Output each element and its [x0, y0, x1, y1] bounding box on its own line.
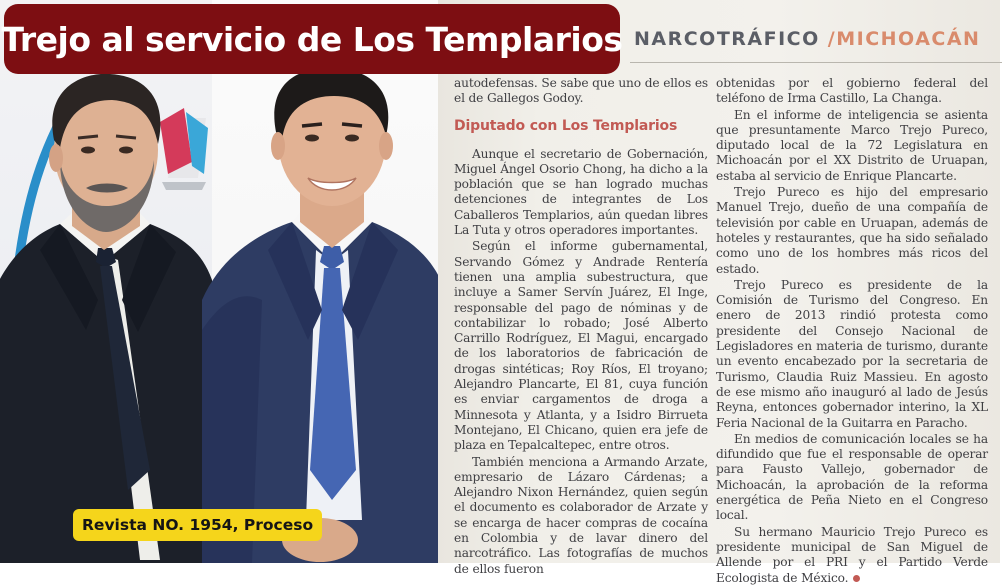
section-label: NARCOTRÁFICO	[634, 28, 820, 50]
region-label: MICHOACÁN	[836, 28, 981, 50]
headline-text: Trejo al servicio de Los Templarios	[1, 19, 623, 59]
paragraph: En medios de comunicación locales se ha difundido que fue el responsable de operar para Fausto Vallejo, gobernador de Michoacán, la aprobación de la reforma energética de Peña Nieto en el Congreso local.	[716, 431, 988, 523]
article-end-dot-icon	[853, 575, 860, 582]
man-portrait-right	[212, 0, 438, 563]
article-subhead: Diputado con Los Templarios	[454, 117, 678, 134]
header-rule	[630, 62, 1002, 63]
paragraph: obtenidas por el gobierno federal del teléfono de Irma Castillo, La Changa.	[716, 76, 988, 106]
paragraph: Trejo Pureco es hijo del empresario Manuel Trejo, dueño de una compañía de televisión por cable en Uruapan, además de hoteles y restaurantes, que ha sido señalado como uno de los hombres más ricos del estado.	[716, 185, 988, 276]
man-portrait-left	[0, 0, 212, 563]
paragraph: Aunque el secretario de Gobernación, Miguel Ángel Osorio Chong, ha dicho a la población que se han logrado muchas detenciones de integrantes de Los Caballeros Templarios, aún quedan libres La Tuta y otros operadores importantes.	[454, 146, 708, 238]
headline-banner	[1, 4, 623, 74]
article-column-1	[454, 76, 708, 577]
left-photo	[0, 0, 212, 563]
newspaper-article	[438, 0, 1000, 585]
paragraph-text: Su hermano Mauricio Trejo Pureco es presidente municipal de San Miguel de Allende por el PRI y el Partido Verde Ecologista de México.	[716, 524, 988, 585]
article-column-2	[716, 76, 988, 586]
right-photo	[212, 0, 438, 563]
paragraph: También menciona a Armando Arzate, empresario de Lázaro Cárdenas; a Alejandro Nixon Hernández, quien según el documento es colaborador de Arzate y se encarga de hacer compras de cocaína en Colombia y de lavar dinero del narcotráfico. Las fotografías de muchos de ellos fueron	[454, 454, 708, 576]
section-header	[634, 28, 980, 50]
paragraph: Según el informe gubernamental, Servando Gómez y Andrade Rentería tienen una amplia subestructura, que incluye a Samer Servín Juárez, El Inge, responsable del pago de nóminas y de contabilizar lo robado; José Alberto Carrillo Rodríguez, El Magui, encargado de los laboratorios de fabricación de drogas sintéticas; Roy Ríos, El troyano; Alejandro Plancarte, El 81, cuya función es enviar cargamentos de droga a Minnesota y Atlanta, y a Isidro Birrueta Montejano, El Chicano, quien era jefe de plaza en Tepalcaltepec, entre otros.	[454, 239, 708, 453]
section-slash: /	[827, 28, 837, 50]
paragraph: En el informe de inteligencia se asienta que presuntamente Marco Trejo Pureco, diputado local de la 72 Legislatura en Michoacán por el XX Distrito de Uruapan, estaba al servicio de Enrique Plancarte.	[716, 107, 988, 183]
paragraph-last	[716, 525, 988, 586]
source-caption-badge	[73, 509, 322, 541]
paragraph: autodefensas. Se sabe que uno de ellos es el de Gallegos Godoy.	[454, 76, 708, 106]
paragraph: Trejo Pureco es presidente de la Comisión de Turismo del Congreso. En enero de 2013 rindió protesta como presidente del Consejo Nacional de Legisladores en materia de turismo, durante un evento encabezado por la secretaria de Turismo, Claudia Ruiz Massieu. En agosto de ese mismo año inauguró al lado de Jesús Reyna, entonces gobernador interino, la XL Feria Nacional de la Guitarra en Paracho.	[716, 277, 988, 430]
source-caption-text: Revista NO. 1954, Proceso	[82, 516, 314, 534]
